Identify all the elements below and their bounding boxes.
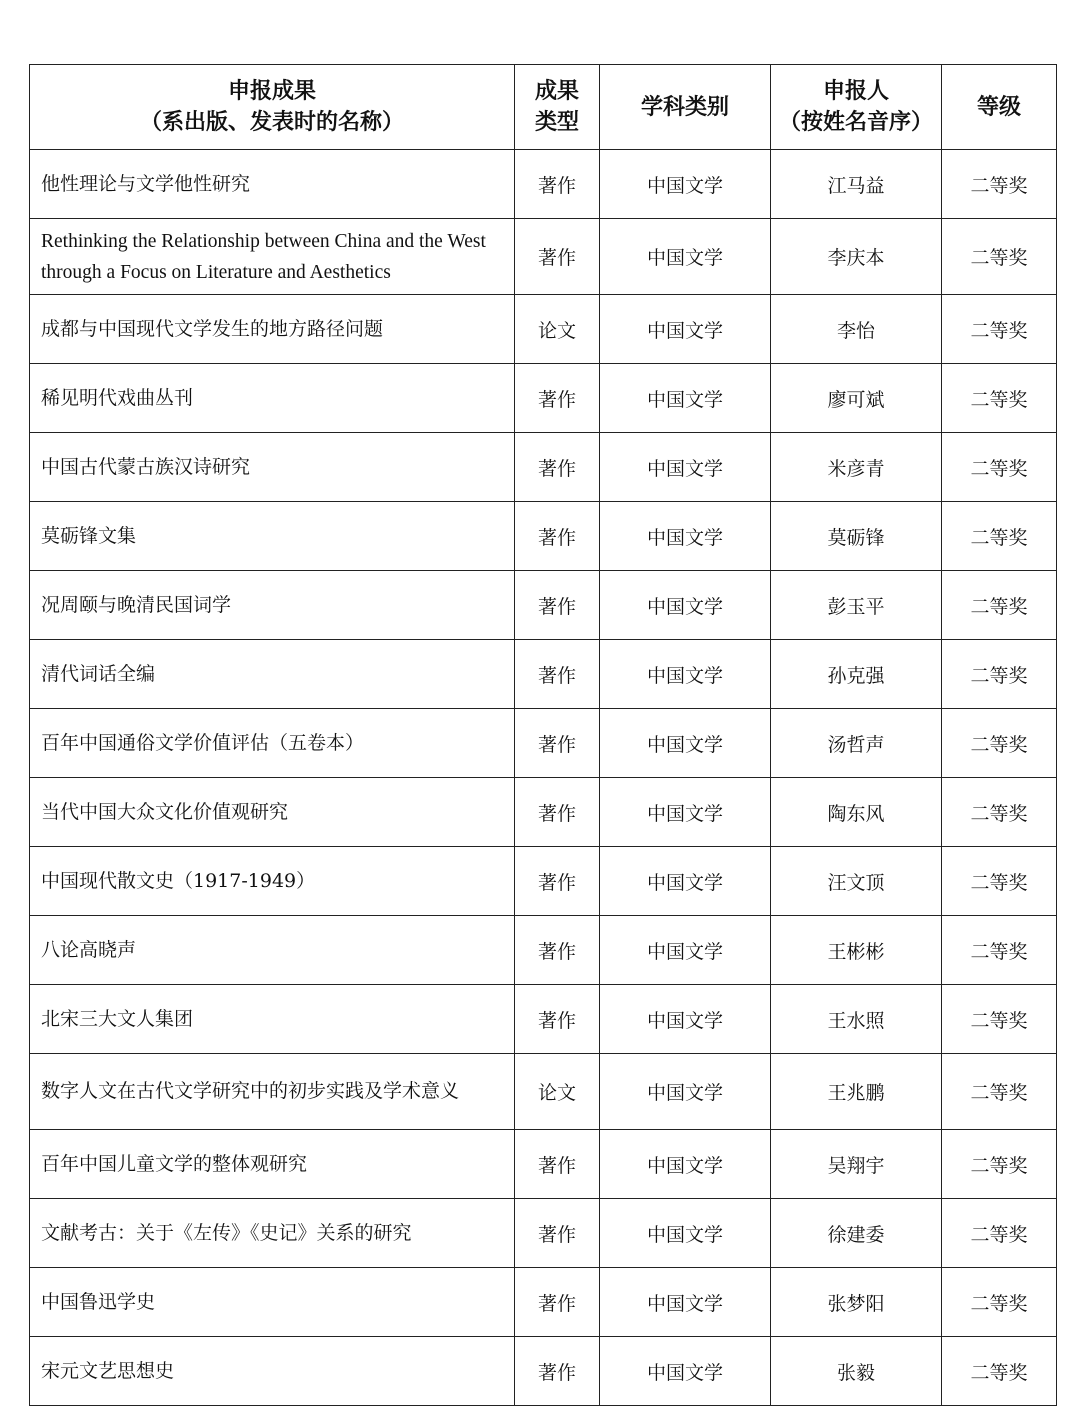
cell-type: 著作 [515,709,600,778]
header-type-line1: 成果 [534,78,579,104]
header-discipline: 学科类别 [600,65,771,150]
cell-discipline: 中国文学 [600,571,771,640]
cell-grade: 二等奖 [942,295,1057,364]
cell-applicant: 米彦青 [771,433,942,502]
cell-grade: 二等奖 [942,1054,1057,1130]
cell-discipline: 中国文学 [600,709,771,778]
cell-title: 宋元文艺思想史 [30,1337,515,1406]
cell-discipline: 中国文学 [600,985,771,1054]
table-row [30,433,1057,502]
cell-grade: 二等奖 [942,916,1057,985]
cell-type: 著作 [515,502,600,571]
cell-discipline: 中国文学 [600,1337,771,1406]
header-applicant-main: 申报人 [822,78,889,104]
cell-grade: 二等奖 [942,433,1057,502]
table-row [30,640,1057,709]
table-row [30,502,1057,571]
cell-title: Rethinking the Relationship between China and the West through a Focus on Literature and Aesthetics [30,219,515,295]
cell-type: 著作 [515,150,600,219]
header-type [515,65,600,150]
cell-applicant: 廖可斌 [771,364,942,433]
table-row [30,1337,1057,1406]
cell-title: 他性理论与文学他性研究 [30,150,515,219]
cell-type: 著作 [515,1337,600,1406]
cell-title: 况周颐与晚清民国词学 [30,571,515,640]
cell-title: 北宋三大文人集团 [30,985,515,1054]
cell-discipline: 中国文学 [600,150,771,219]
cell-title: 百年中国通俗文学价值评估（五卷本） [30,709,515,778]
table-row [30,916,1057,985]
cell-grade: 二等奖 [942,778,1057,847]
cell-type: 论文 [515,1054,600,1130]
cell-applicant: 王兆鹏 [771,1054,942,1130]
cell-type: 著作 [515,916,600,985]
cell-title: 数字人文在古代文学研究中的初步实践及学术意义 [30,1054,515,1130]
cell-applicant: 徐建委 [771,1199,942,1268]
cell-applicant: 张毅 [771,1337,942,1406]
cell-applicant: 汪文顶 [771,847,942,916]
cell-discipline: 中国文学 [600,1268,771,1337]
cell-type: 著作 [515,219,600,295]
cell-grade: 二等奖 [942,640,1057,709]
table-row [30,295,1057,364]
header-row [30,65,1057,150]
table-row [30,219,1057,295]
header-applicant [771,65,942,150]
cell-grade: 二等奖 [942,150,1057,219]
cell-title: 莫砺锋文集 [30,502,515,571]
table-row [30,571,1057,640]
cell-discipline: 中国文学 [600,640,771,709]
table-row [30,1130,1057,1199]
cell-grade: 二等奖 [942,1337,1057,1406]
table-row [30,847,1057,916]
cell-type: 著作 [515,1268,600,1337]
table-body [30,150,1057,1406]
cell-type: 著作 [515,778,600,847]
cell-applicant: 李庆本 [771,219,942,295]
cell-title: 中国鲁迅学史 [30,1268,515,1337]
table-row [30,709,1057,778]
cell-type: 著作 [515,571,600,640]
header-grade: 等级 [942,65,1057,150]
cell-applicant: 王彬彬 [771,916,942,985]
table-row [30,1268,1057,1337]
cell-grade: 二等奖 [942,1130,1057,1199]
table-row [30,778,1057,847]
cell-title: 百年中国儿童文学的整体观研究 [30,1130,515,1199]
cell-discipline: 中国文学 [600,778,771,847]
table-header [30,65,1057,150]
awards-table [29,64,1057,1406]
cell-discipline: 中国文学 [600,502,771,571]
cell-grade: 二等奖 [942,502,1057,571]
cell-type: 著作 [515,847,600,916]
cell-grade: 二等奖 [942,985,1057,1054]
header-applicant-sub: （按姓名音序） [778,109,933,135]
table-row [30,985,1057,1054]
cell-title: 成都与中国现代文学发生的地方路径问题 [30,295,515,364]
table-row [30,1054,1057,1130]
cell-applicant: 彭玉平 [771,571,942,640]
cell-title: 当代中国大众文化价值观研究 [30,778,515,847]
cell-title: 八论高晓声 [30,916,515,985]
cell-title: 文献考古：关于《左传》《史记》关系的研究 [30,1199,515,1268]
cell-discipline: 中国文学 [600,1054,771,1130]
cell-discipline: 中国文学 [600,219,771,295]
cell-discipline: 中国文学 [600,847,771,916]
cell-title: 稀见明代戏曲丛刊 [30,364,515,433]
cell-applicant: 莫砺锋 [771,502,942,571]
cell-applicant: 江马益 [771,150,942,219]
table-row [30,364,1057,433]
cell-type: 著作 [515,640,600,709]
cell-type: 著作 [515,364,600,433]
cell-grade: 二等奖 [942,1199,1057,1268]
cell-discipline: 中国文学 [600,433,771,502]
cell-type: 著作 [515,433,600,502]
cell-title: 中国现代散文史（1917-1949） [30,847,515,916]
table-row [30,150,1057,219]
cell-grade: 二等奖 [942,709,1057,778]
header-title-main: 申报成果 [227,78,316,104]
cell-discipline: 中国文学 [600,295,771,364]
cell-type: 著作 [515,1199,600,1268]
cell-applicant: 李怡 [771,295,942,364]
header-type-line2: 类型 [534,109,579,135]
cell-discipline: 中国文学 [600,916,771,985]
cell-type: 著作 [515,1130,600,1199]
cell-title: 中国古代蒙古族汉诗研究 [30,433,515,502]
cell-applicant: 张梦阳 [771,1268,942,1337]
cell-discipline: 中国文学 [600,1130,771,1199]
cell-title: 清代词话全编 [30,640,515,709]
cell-applicant: 汤哲声 [771,709,942,778]
cell-applicant: 孙克强 [771,640,942,709]
header-title-sub: （系出版、发表时的名称） [139,109,404,135]
table-row [30,1199,1057,1268]
cell-grade: 二等奖 [942,1268,1057,1337]
cell-discipline: 中国文学 [600,364,771,433]
cell-type: 著作 [515,985,600,1054]
cell-discipline: 中国文学 [600,1199,771,1268]
header-title [30,65,515,150]
cell-grade: 二等奖 [942,364,1057,433]
cell-grade: 二等奖 [942,847,1057,916]
cell-grade: 二等奖 [942,219,1057,295]
cell-applicant: 吴翔宇 [771,1130,942,1199]
cell-applicant: 王水照 [771,985,942,1054]
cell-type: 论文 [515,295,600,364]
cell-applicant: 陶东风 [771,778,942,847]
cell-grade: 二等奖 [942,571,1057,640]
